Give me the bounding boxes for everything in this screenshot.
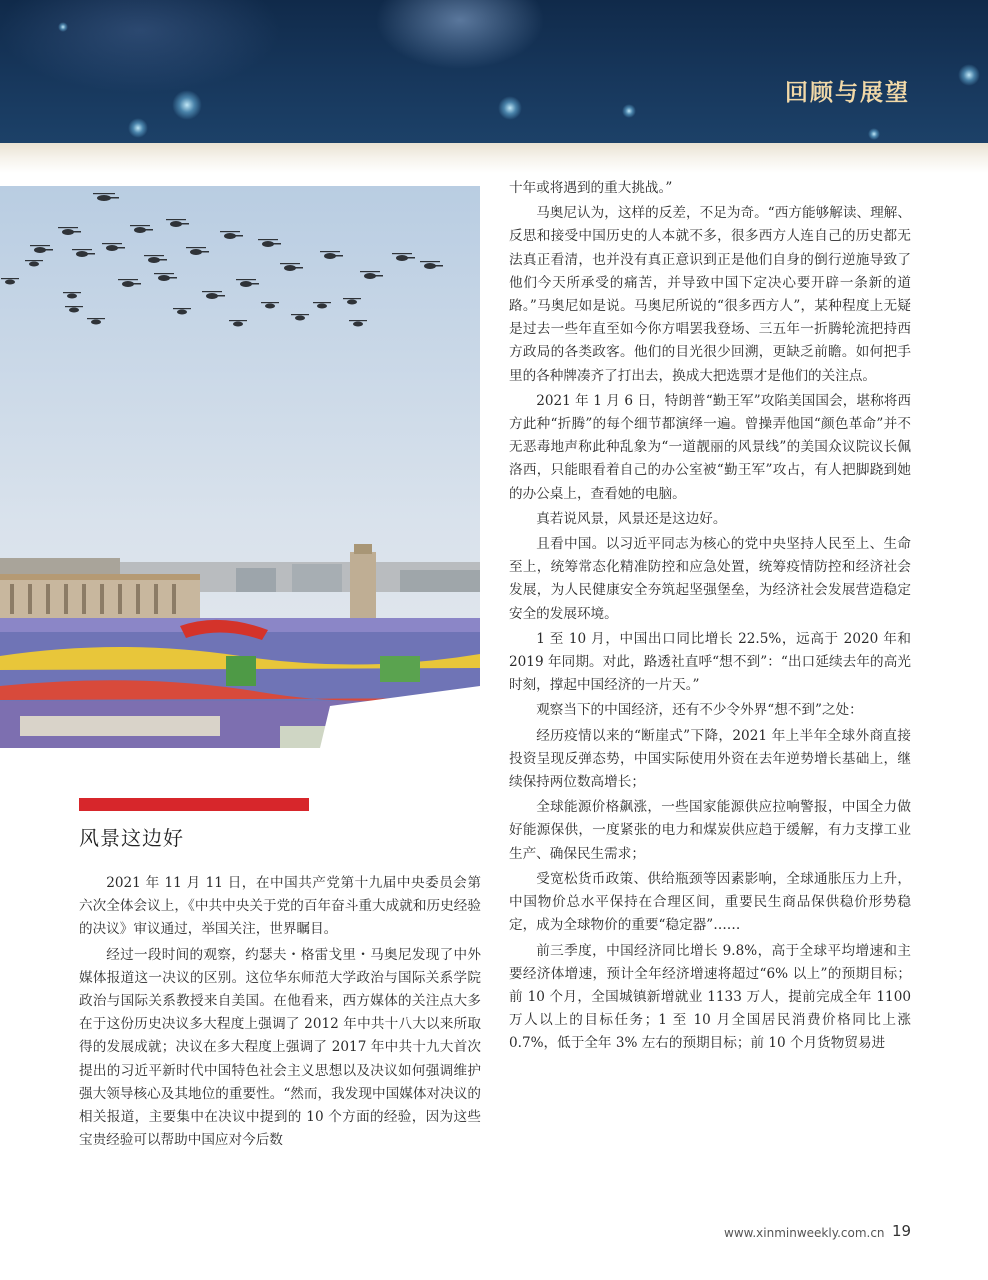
paragraph: 2021 年 1 月 6 日，特朗普“勤王军”攻陷美国国会，堪称将西方此种“折腾”的每个细节都演绎一遍。曾操弄他国“颜色革命”并不无恶毒地声称此种乱象为“一道靓丽的风景线”的美国众议院议长佩洛西，只能眼看着自己的办公室被“勤王军”攻占，有人把脚跷到她的办公桌上，查看她的电脑。	[509, 392, 911, 502]
paragraph: 前三季度，中国经济同比增长 9.8%，高于全球平均增速和主要经济体增速，预计全年经济增速将超过“6% 以上”的预期目标；前 10 个月，全国城镇新增就业 1133 万人，提前完成全年 1100 万人以上的目标任务；1 至 10 月全国居民消费价格同比上涨 0.7%，低于全年 3% 左右的预期目标；前 10 个月货物贸易进	[509, 942, 911, 1052]
header-fade	[0, 143, 988, 173]
subhead-accent-bar	[79, 798, 309, 811]
paragraph: 1 至 10 月，中国出口同比增长 22.5%，远高于 2020 年和 2019 年同期。对此，路透社直呼“想不到”：“出口延续去年的高光时刻，撑起中国经济的一片天。”	[509, 630, 911, 694]
great-hall-building	[0, 574, 200, 618]
sparkle-decoration	[498, 96, 522, 120]
paragraph: 且看中国。以习近平同志为核心的党中央坚持人民至上、生命至上，统筹常态化精准防控和应急处置，统筹疫情防控和经济社会发展，为人民健康安全夯筑起坚强堡垒，为经济社会发展营造稳定安全的发展环境。	[509, 536, 911, 622]
sparkle-decoration	[172, 90, 202, 120]
paragraph: 受宽松货币政策、供给瓶颈等因素影响，全球通胀压力上升，中国物价总水平保持在合理区间，重要民生商品保供稳价形势稳定，成为全球物价的重要“稳定器”……	[509, 870, 911, 934]
paragraph: 十年或将遇到的重大挑战。”	[509, 180, 673, 196]
paragraph: 2021 年 11 月 11 日，在中国共产党第十九届中央委员会第六次全体会议上，《中共中央关于党的百年奋斗重大成就和历史经验的决议》审议通过，举国关注，世界瞩目。	[79, 875, 481, 938]
sparkle-decoration	[622, 104, 636, 118]
subhead: 风景这边好	[79, 826, 184, 850]
left-column	[79, 872, 481, 1154]
paragraph: 全球能源价格飙涨，一些国家能源供应拉响警报，中国全力做好能源保供，一度紧张的电力和煤炭供应趋于缓解，有力支撑工业生产、确保民生需求；	[509, 799, 911, 862]
paragraph: 经历疫情以来的“断崖式”下降，2021 年上半年全球外商直接投资呈现反弹态势，中国实际使用外资在去年逆势增长基础上，继续保持两位数高增长；	[509, 727, 911, 791]
section-label: 回顾与展望	[785, 79, 910, 106]
parade-illustration	[0, 186, 480, 748]
sparkle-decoration	[868, 128, 880, 140]
military-parade-photo	[0, 186, 480, 748]
sparkle-decoration	[58, 22, 68, 32]
sparkle-decoration	[128, 118, 148, 138]
sparkle-decoration	[958, 64, 980, 86]
right-column	[509, 177, 911, 1058]
paragraph: 经过一段时间的观察，约瑟夫・格雷戈里・马奥尼发现了中外媒体报道这一决议的区别。这位华东师范大学政治与国际关系学院政治与国际关系教授来自美国。在他看来，西方媒体的关注点大多在于这份历史决议多大程度上强调了 2012 年中共十八大以来所取得的发展成就；决议在多大程度上强调了 2017 年中共十九大首次提出的习近平新时代中国特色社会主义思想以及决议如何强调维护强大领导核心及其地位的重要性。“然而，我发现中国媒体对决议的相关报道，主要集中在决议中提到的 10 个方面的经验，因为这些宝贵经验可以帮助中国应对今后数	[79, 946, 481, 1149]
header-banner	[0, 0, 988, 143]
paragraph: 真若说风景，风景还是这边好。	[536, 510, 727, 527]
footer-url: www.xinminweekly.com.cn	[724, 1226, 885, 1240]
page-number: 19	[892, 1222, 912, 1240]
paragraph: 马奥尼认为，这样的反差，不足为奇。“西方能够解读、理解、反思和接受中国历史的人本就不多，很多西方人连自己的历史都无法真正看清，也并没有真正意识到正是他们自身的倒行逆施导致了他们今天所承受的痛苦，并导致中国下定决心要开辟一条新的道路。”马奥尼如是说。马奥尼所说的“很多西方人”，某种程度上无疑是过去一些年直至如今你方唱罢我登场、三五年一折腾轮流把持西方政局的各类政客。他们的目光很少回溯，更缺乏前瞻。如何把手里的各种牌凑齐了打出去，换成大把选票才是他们的关注点。	[509, 205, 911, 384]
paragraph: 观察当下的中国经济，还有不少令外界“想不到”之处：	[536, 702, 863, 719]
crowd-square	[0, 618, 480, 748]
